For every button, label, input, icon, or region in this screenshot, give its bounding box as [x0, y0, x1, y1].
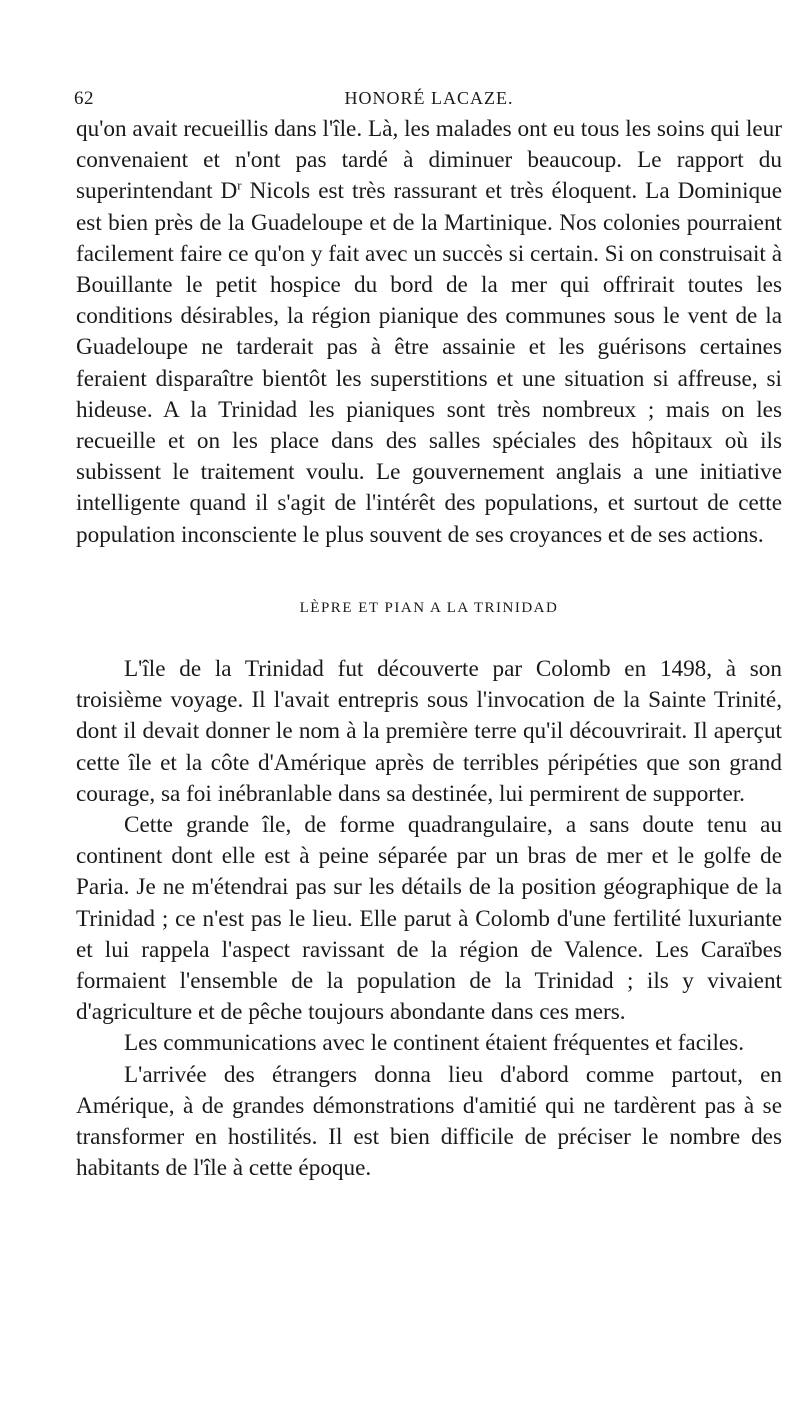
page-number: 62 [74, 88, 94, 109]
paragraph: L'arrivée des étrangers donna lieu d'abord comme partout, en Amérique, à de grandes démonstrations d'amitié qui ne tardèrent pas à se transformer en hostilités. Il est bien difficile de préciser le nombre des habitants de l'île à cette époque. [76, 1061, 782, 1182]
running-header [76, 84, 782, 114]
paragraph-text: Nicols est très rassurant et très éloquent. La Dominique est bien près de la Guadeloupe et de la Martinique. Nos colonies pourraient facilement faire ce qu'on y fait avec un succès si certain. Si on construisait à Bouillante le petit hospice du bord de la mer qui offrirait toutes les conditions désirables, la région pianique des communes sous le vent de la Guadeloupe ne tarderait pas à être assainie et les guérisons certaines feraient disparaître bientôt les superstitions et une situation si affreuse, si hideuse. A la Trinidad les pianiques sont très nombreux ; mais on les recueille et on les place dans des salles spéciales des hôpitaux où ils subissent le traitement voulu. Le gouvernement anglais a une initiative intelligente quand il s'agit de l'intérêt des populations, et surtout de cette population inconsciente le plus souvent de ses croyances et de ses actions. [76, 178, 782, 548]
paragraph: L'île de la Trinidad fut découverte par Colomb en 1498, à son troisième voyage. Il l'avait entrepris sous l'invocation de la Sainte Trinité, dont il devait donner le nom à la première terre qu'il découvrirait. Il aperçut cette île et la côte d'Amérique après de terribles péripéties que son grand courage, sa foi inébranlable dans sa destinée, lui permirent de supporter. [76, 656, 782, 807]
body-text [76, 114, 782, 1185]
superscript-abbreviation: r [237, 177, 242, 193]
paragraph: Les communications avec le continent étaient fréquentes et faciles. [124, 1030, 745, 1057]
paragraph-text: qu'on avait recueillis dans l'île. Là, les malades ont eu tous les soins qui leur convenaient et n'ont pas tardé à diminuer beaucoup. Le rapport du superintendant D [76, 116, 782, 205]
paragraph-continued [76, 114, 782, 551]
running-title: HONORÉ LACAZE. [344, 88, 514, 108]
book-page [76, 84, 782, 1185]
paragraph: Cette grande île, de forme quadrangulaire, a sans doute tenu au continent dont elle est à peine séparée par un bras de mer et le golfe de Paria. Je ne m'étendrai pas sur les détails de la position géographique de la Trinidad ; ce n'est pas le lieu. Elle parut à Colomb d'une fertilité luxuriante et lui rappela l'aspect ravissant de la région de Valence. Les Caraïbes formaient l'ensemble de la population de la Trinidad ; ils y vivaient d'agriculture et de pêche toujours abondante dans ces mers. [76, 812, 782, 1026]
section-title: LÈPRE ET PIAN A LA TRINIDAD [299, 599, 559, 616]
